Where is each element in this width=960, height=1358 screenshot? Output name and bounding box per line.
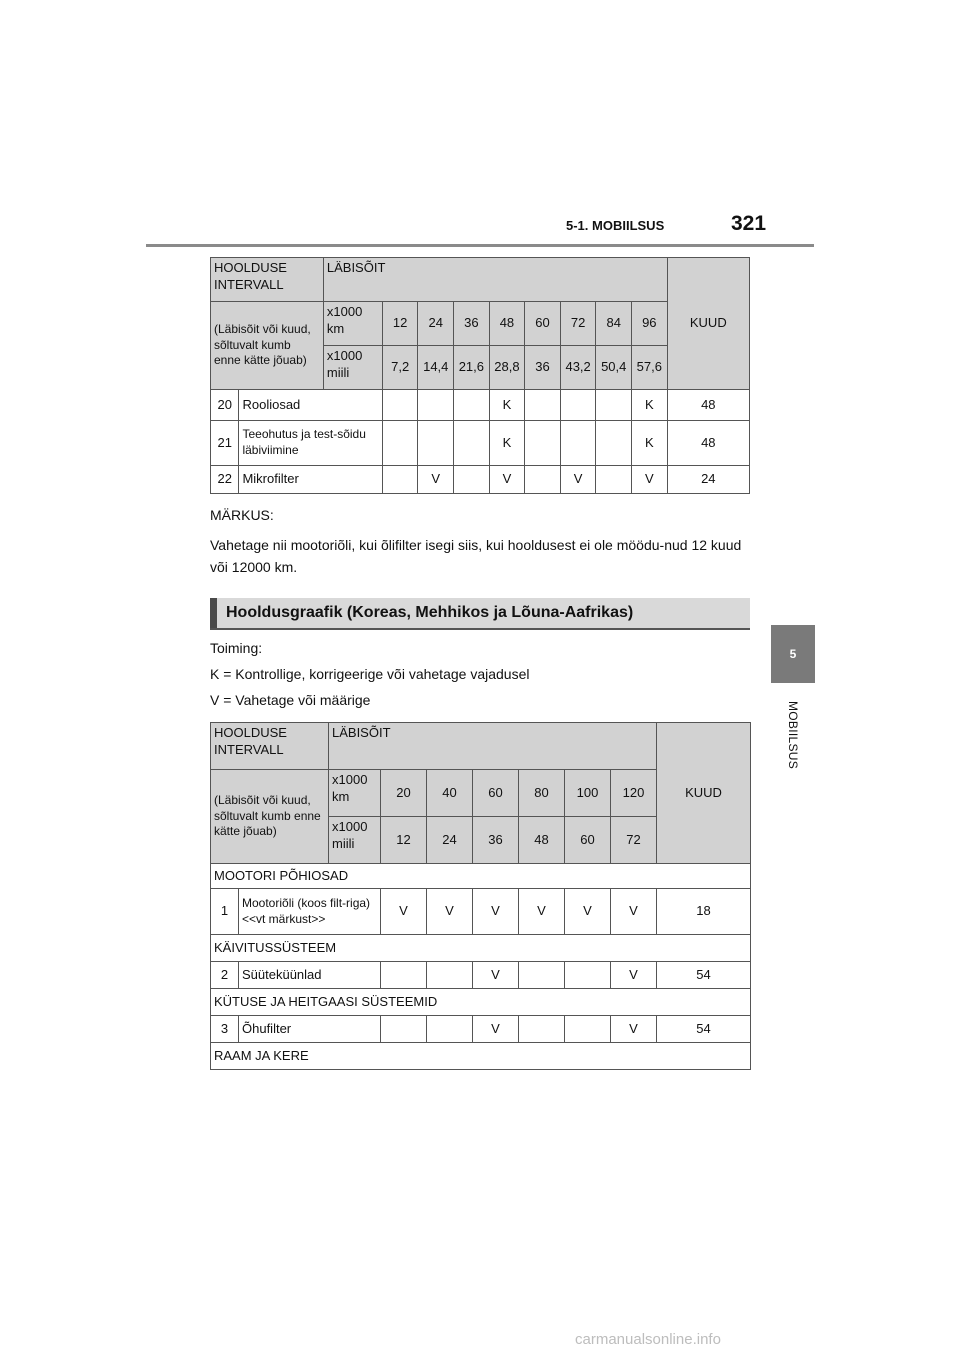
action-cell <box>382 421 418 466</box>
action-cell <box>519 962 565 989</box>
item-name: Õhufilter <box>239 1016 381 1043</box>
table-row <box>211 962 751 989</box>
km-value: 84 <box>596 302 632 346</box>
action-cell <box>454 466 490 494</box>
action-cell <box>418 421 454 466</box>
chapter-label <box>760 690 826 780</box>
action-cell: V <box>611 889 657 935</box>
table-row <box>211 390 750 421</box>
mile-value: 48 <box>519 817 565 864</box>
item-number: 1 <box>211 889 239 935</box>
km-value: 100 <box>565 770 611 817</box>
unit-km: x1000 km <box>329 770 381 817</box>
header-months: KUUD <box>667 258 749 390</box>
header-mileage: LÄBISÕIT <box>329 723 657 770</box>
item-number: 3 <box>211 1016 239 1043</box>
km-value: 36 <box>454 302 490 346</box>
action-cell <box>565 1016 611 1043</box>
item-number: 2 <box>211 962 239 989</box>
mile-value: 72 <box>611 817 657 864</box>
mile-value: 24 <box>427 817 473 864</box>
action-cell: V <box>611 962 657 989</box>
action-cell <box>596 421 632 466</box>
mile-value: 36 <box>473 817 519 864</box>
km-value: 60 <box>525 302 561 346</box>
action-cell <box>596 390 632 421</box>
km-value: 20 <box>381 770 427 817</box>
action-cell: V <box>473 1016 519 1043</box>
item-name: Rooliosad <box>239 390 382 421</box>
action-cell <box>382 466 418 494</box>
km-value: 48 <box>489 302 525 346</box>
chapter-tab: 5 <box>771 625 815 683</box>
action-cell <box>427 962 473 989</box>
mile-value: 36 <box>525 346 561 390</box>
header-interval: HOOLDUSE INTERVALL <box>211 258 324 302</box>
km-value: 120 <box>611 770 657 817</box>
action-cell: K <box>489 390 525 421</box>
header-mileage: LÄBISÕIT <box>323 258 667 302</box>
section-title: 5-1. MOBIILSUS <box>566 218 665 233</box>
action-cell <box>525 466 561 494</box>
action-cell: V <box>519 889 565 935</box>
header-rule <box>146 244 814 247</box>
months-cell: 48 <box>667 421 749 466</box>
action-cell <box>418 390 454 421</box>
notes-text: Vahetage nii mootoriõli, kui õlifilter isegi siis, kui hooldusest ei ole möödu-nud 12 kuud või 12000 km. <box>210 537 742 575</box>
action-cell <box>427 1016 473 1043</box>
table-row <box>211 889 751 935</box>
action-cell: K <box>632 390 668 421</box>
legend-k: K = Kontrollige, korrigeerige või vahetage vajadusel <box>210 666 530 682</box>
action-cell <box>565 962 611 989</box>
mile-value: 57,6 <box>632 346 668 390</box>
km-value: 40 <box>427 770 473 817</box>
mile-value: 50,4 <box>596 346 632 390</box>
action-cell: V <box>611 1016 657 1043</box>
km-value: 72 <box>560 302 596 346</box>
months-cell: 24 <box>667 466 749 494</box>
mile-value: 43,2 <box>560 346 596 390</box>
action-cell: V <box>473 962 519 989</box>
item-name: Mootoriõli (koos filt-riga) <<vt märkust>> <box>239 889 381 935</box>
item-name: Süüteküünlad <box>239 962 381 989</box>
action-cell: V <box>427 889 473 935</box>
chapter-label-text: MOBIILSUS <box>786 700 800 770</box>
mile-value: 21,6 <box>454 346 490 390</box>
action-cell <box>454 421 490 466</box>
action-cell <box>519 1016 565 1043</box>
section-heading <box>210 598 750 630</box>
group-fuel: KÜTUSE JA HEITGAASI SÜSTEEMID <box>211 989 751 1016</box>
km-value: 24 <box>418 302 454 346</box>
km-value: 12 <box>382 302 418 346</box>
km-value: 60 <box>473 770 519 817</box>
action-cell <box>525 390 561 421</box>
months-cell: 18 <box>657 889 751 935</box>
action-cell <box>382 390 418 421</box>
months-cell: 54 <box>657 1016 751 1043</box>
unit-km: x1000 km <box>323 302 382 346</box>
header-interval: HOOLDUSE INTERVALL <box>211 723 329 770</box>
table-row <box>211 1016 751 1043</box>
km-value: 80 <box>519 770 565 817</box>
item-name: Teeohutus ja test-sõidu läbiviimine <box>239 421 382 466</box>
action-cell: V <box>381 889 427 935</box>
action-cell: V <box>632 466 668 494</box>
legend-v: V = Vahetage või määrige <box>210 692 371 708</box>
table-row <box>211 421 750 466</box>
action-cell: V <box>489 466 525 494</box>
maintenance-table-1 <box>210 257 750 494</box>
action-cell: V <box>473 889 519 935</box>
watermark: carmanualsonline.info <box>575 1331 721 1348</box>
header-months: KUUD <box>657 723 751 864</box>
section-marker <box>210 598 217 628</box>
months-cell: 48 <box>667 390 749 421</box>
action-cell: V <box>565 889 611 935</box>
maintenance-table-2 <box>210 722 751 1070</box>
action-cell <box>525 421 561 466</box>
mile-value: 7,2 <box>382 346 418 390</box>
group-ignition: KÄIVITUSSÜSTEEM <box>211 935 751 962</box>
km-value: 96 <box>632 302 668 346</box>
action-cell <box>454 390 490 421</box>
group-engine: MOOTORI PÕHIOSAD <box>211 864 751 889</box>
action-cell: V <box>418 466 454 494</box>
table-row <box>211 466 750 494</box>
unit-miles: x1000 miili <box>329 817 381 864</box>
months-cell: 54 <box>657 962 751 989</box>
item-name: Mikrofilter <box>239 466 382 494</box>
mile-value: 60 <box>565 817 611 864</box>
action-label: Toiming: <box>210 640 263 656</box>
item-number: 22 <box>211 466 239 494</box>
unit-miles: x1000 miili <box>323 346 382 390</box>
group-chassis: RAAM JA KERE <box>211 1043 751 1070</box>
section-heading-text: Hooldusgraafik (Koreas, Mehhikos ja Lõuna-Aafrikas) <box>226 604 634 621</box>
mile-value: 28,8 <box>489 346 525 390</box>
notes-label: MÄRKUS: <box>210 507 274 523</box>
action-cell <box>381 1016 427 1043</box>
action-cell: K <box>632 421 668 466</box>
mile-value: 12 <box>381 817 427 864</box>
mile-value: 14,4 <box>418 346 454 390</box>
action-cell: V <box>560 466 596 494</box>
item-number: 21 <box>211 421 239 466</box>
header-description: (Läbisõit või kuud, sõltuvalt kumb enne kätte jõuab) <box>211 302 324 390</box>
item-number: 20 <box>211 390 239 421</box>
page-number: 321 <box>731 212 767 235</box>
action-cell <box>560 390 596 421</box>
action-cell <box>596 466 632 494</box>
action-cell <box>560 421 596 466</box>
action-cell <box>381 962 427 989</box>
header-description: (Läbisõit või kuud, sõltuvalt kumb enne kätte jõuab) <box>211 770 329 864</box>
action-cell: K <box>489 421 525 466</box>
